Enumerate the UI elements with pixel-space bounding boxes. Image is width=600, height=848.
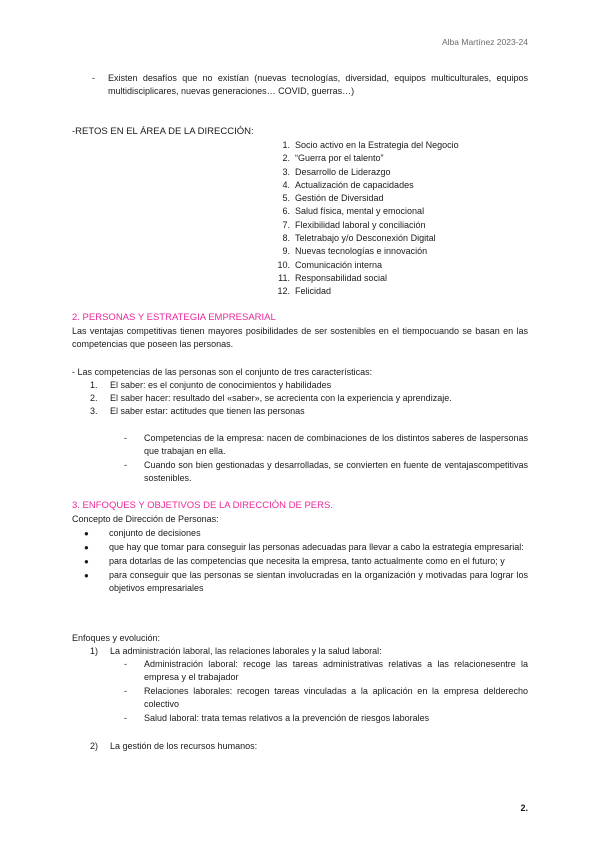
- enfoque1-sub-list: [124, 658, 528, 726]
- list-item: - Cuando son bien gestionadas y desarrolladas, se convierten en fuente de ventajascompetitivas sostenibles.: [124, 460, 528, 483]
- concepto-list: [84, 527, 528, 596]
- list-item: 11. Responsabilidad social: [278, 272, 388, 283]
- list-item: 7. Flexibilidad laboral y conciliación: [282, 219, 426, 230]
- list-item: 1. El saber: es el conjunto de conocimientos y habilidades: [90, 380, 332, 390]
- section3-heading: 3. ENFOQUES Y OBJETIVOS DE LA DIRECCIÓN DE PERS.: [72, 500, 333, 511]
- section2-paragraph: Las ventajas competitivas tienen mayores posibilidades de ser sostenibles en el tiempocuando se basan en las competencias que poseen las personas.: [72, 326, 528, 349]
- list-item: 8. Teletrabajo y/o Desconexión Digital: [282, 233, 436, 244]
- list-item: 1) La administración laboral, las relaciones laborales y la salud laboral:: [90, 646, 382, 656]
- enfoques-title: Enfoques y evolución:: [72, 633, 161, 643]
- list-item: 9. Nuevas tecnologías e innovación: [282, 246, 428, 257]
- enfoque2: [90, 740, 528, 753]
- competencias-sub-list: [124, 432, 528, 486]
- list-item: 10. Comunicación interna: [277, 259, 383, 270]
- competencias-list: [90, 379, 528, 418]
- retos-list: [272, 139, 459, 299]
- list-item: 3. Desarrollo de Liderazgo: [282, 166, 391, 177]
- list-item: 2) La gestión de los recursos humanos:: [90, 741, 258, 751]
- competencias-intro: - Las competencias de las personas son el conjunto de tres características:: [72, 367, 373, 377]
- list-item: 12. Felicidad: [277, 286, 332, 297]
- list-item: ● que hay que tomar para conseguir las personas adecuadas para llevar a cabo la estrategia empresarial:: [84, 542, 524, 552]
- dash-bullet: -: [92, 73, 95, 83]
- author-header: Alba Martínez 2023-24: [442, 37, 528, 47]
- list-item: 1. Socio activo en la Estrategia del Negocio: [282, 140, 459, 150]
- intro-text: Existen desafíos que no existían (nuevas tecnologías, diversidad, equipos multiculturales, equipos multidisciplicares, nuevas generaciones… COVID, guerras…): [108, 73, 528, 96]
- list-item: - Relaciones laborales: recogen tareas vinculadas a la aplicación en la empresa delderecho colectivo: [124, 686, 528, 709]
- intro-item: [92, 72, 528, 98]
- retos-title: -RETOS EN EL ÁREA DE LA DIRECCIÓN:: [72, 126, 254, 137]
- list-item: - Competencias de la empresa: nacen de combinaciones de los distintos saberes de laspersonas que trabajan en ella.: [124, 433, 528, 456]
- list-item: ● conjunto de decisiones: [84, 528, 201, 538]
- concepto-title: Concepto de Dirección de Personas:: [72, 514, 219, 524]
- list-item: ● para dotarlas de las competencias que necesita la empresa, tanto actualmente como en el futuro; y: [84, 556, 505, 566]
- list-item: 4. Actualización de capacidades: [282, 179, 414, 190]
- list-item: 2. “Guerra por el talento”: [282, 153, 384, 164]
- page-number: 2.: [520, 803, 528, 813]
- list-item: ● para conseguir que las personas se sientan involucradas en la organización y motivadas para lograr los objetivos empresariales: [84, 570, 528, 593]
- list-item: - Administración laboral: recoge las tareas administrativas relativas a las relacionesentre la empresa y el trabajador: [124, 659, 528, 682]
- section2-heading: 2. PERSONAS Y ESTRATEGIA EMPRESARIAL: [72, 312, 276, 323]
- list-item: - Salud laboral: trata temas relativos a la prevención de riesgos laborales: [124, 713, 430, 723]
- list-item: 2. El saber hacer: resultado del «saber», se acrecienta con la experiencia y aprendizaje.: [90, 393, 452, 403]
- list-item: 3. El saber estar: actitudes que tienen las personas: [90, 406, 305, 416]
- list-item: 6. Salud física, mental y emocional: [282, 206, 425, 217]
- list-item: 5. Gestión de Diversidad: [282, 193, 384, 204]
- enfoque1: [90, 645, 528, 658]
